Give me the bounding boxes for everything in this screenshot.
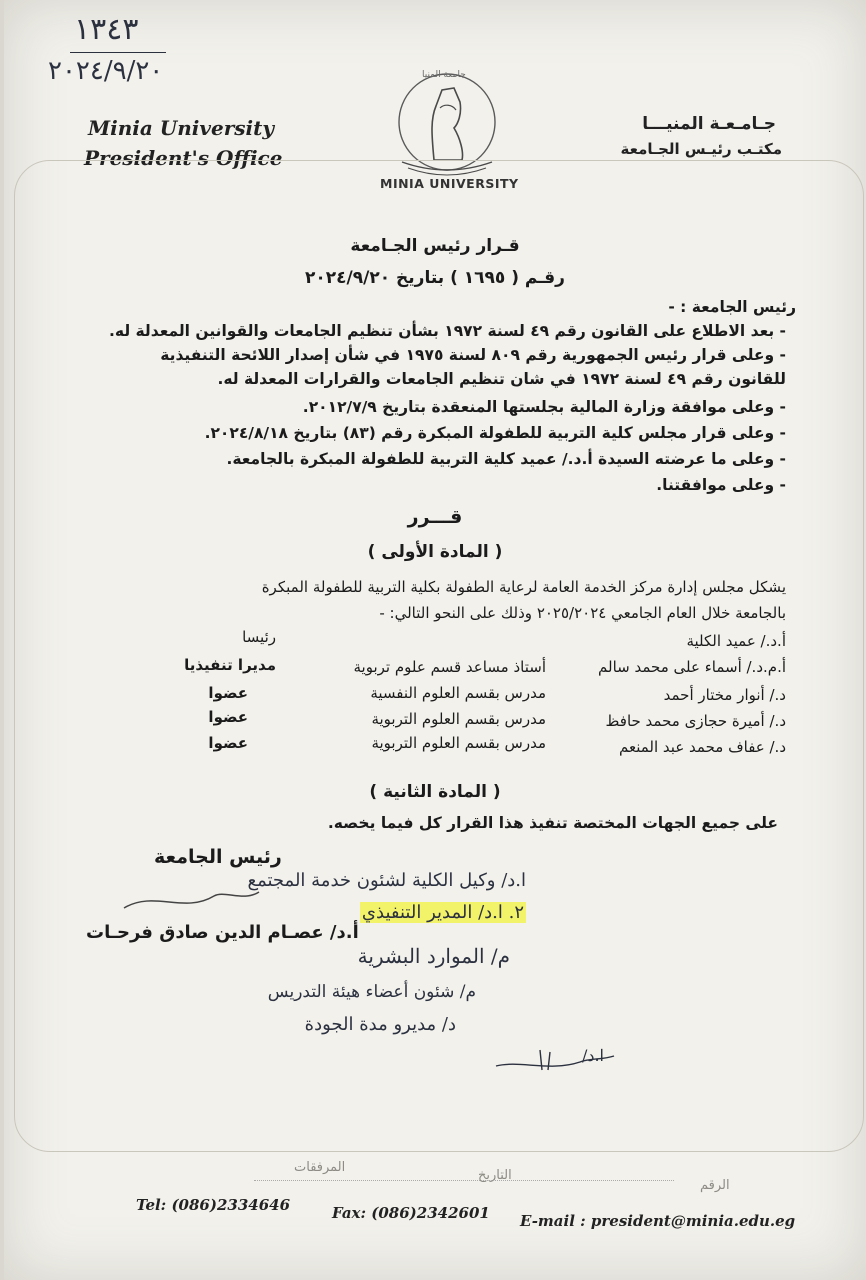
handwritten-note-5: د/ مديرو مدة الجودة [304, 1014, 456, 1035]
handwritten-note-2 [360, 902, 526, 923]
member-name: د./ عفاف محمد عبد المنعم [619, 738, 786, 756]
logo-arabic-text: جامعة المنيا [422, 70, 466, 80]
preamble-line-7: - وعلى موافقتنا. [656, 476, 786, 494]
member-name: د./ أنوار مختار أحمد [663, 686, 786, 704]
footer-dotted-line [254, 1180, 674, 1181]
member-role: عضوا [208, 684, 248, 702]
footer-attachments-label: المرفقات [294, 1160, 346, 1175]
handwritten-note-6: ا.د/ [581, 1046, 604, 1065]
handwritten-number: ١٣٤٣ [74, 12, 139, 47]
member-name: أ.م.د./ أسماء على محمد سالم [598, 658, 786, 676]
document-page [4, 0, 866, 1280]
handwritten-note-3: م/ الموارد البشرية [357, 944, 510, 968]
handwritten-date: ٢٠٢٤/٩/٢٠ [48, 56, 164, 86]
member-name: أ.د./ عميد الكلية [686, 632, 786, 650]
decides-heading: قـــرر [407, 506, 463, 528]
member-role: عضوا [208, 734, 248, 752]
member-position: مدرس بقسم العلوم التربوية [371, 710, 546, 728]
footer-date-label: التاريخ [478, 1168, 512, 1183]
logo-english-text: MINIA UNIVERSITY [380, 176, 519, 191]
decree-title: قـرار رئيس الجـامعة [350, 236, 520, 256]
handwritten-underline [70, 52, 166, 53]
article2-title: ( المادة الثانية ) [369, 782, 501, 802]
member-position: أستاذ مساعد قسم علوم تربوية [353, 658, 546, 676]
header-ar-university: جـامـعـة المنيـــا [642, 114, 776, 134]
article2-text: على جميع الجهات المختصة تنفيذ هذا القرار كل فيما يخصه. [327, 814, 778, 832]
article1-title: ( المادة الأولى ) [367, 542, 503, 562]
footer-tel: Tel: (086)2334646 [136, 1196, 291, 1214]
footer-ref-label: الرقم [700, 1178, 730, 1193]
decree-addressee: رئيس الجامعة : - [668, 298, 796, 316]
signature-title: رئيس الجامعة [154, 846, 282, 868]
header-en-university: Minia University [88, 116, 274, 140]
preamble-line-2: - وعلى قرار رئيس الجمهورية رقم ٨٠٩ لسنة ١٩٧٥ في شأن إصدار اللائحة التنفيذية [160, 346, 786, 364]
header-ar-office: مكتـب رئيـس الجـامعة [620, 140, 782, 158]
member-position: مدرس بقسم العلوم التربوية [371, 734, 546, 752]
highlighted-note: ٢. ا.د/ المدير التنفيذي [361, 902, 524, 923]
member-role: رئيسا [242, 628, 276, 646]
signature-name: أ.د/ عصـام الدين صادق فرحـات [86, 922, 359, 943]
handwritten-note-4: م/ شئون أعضاء هيئة التدريس [267, 982, 476, 1002]
member-role: مديرا تنفيذيا [184, 656, 276, 674]
signature-scribble-icon [114, 880, 264, 920]
preamble-line-6: - وعلى ما عرضته السيدة أ.د./ عميد كلية التربية للطفولة المبكرة بالجامعة. [226, 450, 786, 468]
handwritten-note-1: ا.د/ وكيل الكلية لشئون خدمة المجتمع [247, 870, 526, 891]
footer-email: E-mail : president@minia.edu.eg [520, 1212, 796, 1230]
decree-number: رقـم ( ١٦٩٥ ) بتاريخ ٢٠٢٤/٩/٢٠ [305, 268, 565, 288]
preamble-line-1: - بعد الاطلاع على القانون رقم ٤٩ لسنة ١٩٧٢ بشأن تنظيم الجامعات والقوانين المعدلة له. [109, 322, 786, 340]
preamble-line-4: - وعلى موافقة وزارة المالية بجلستها المنعقدة بتاريخ ٢٠١٢/٧/٩. [302, 398, 786, 416]
member-role: عضوا [208, 708, 248, 726]
header-en-office: President's Office [84, 146, 283, 170]
member-position: مدرس بقسم العلوم النفسية [370, 684, 546, 702]
preamble-line-3: للقانون رقم ٤٩ لسنة ١٩٧٢ في شان تنظيم الجامعات والقرارات المعدلة له. [217, 370, 786, 388]
footer-fax: Fax: (086)2342601 [332, 1204, 490, 1222]
preamble-line-5: - وعلى قرار مجلس كلية التربية للطفولة المبكرة رقم (٨٣) بتاريخ ٢٠٢٤/٨/١٨. [204, 424, 786, 442]
article1-text-1: يشكل مجلس إدارة مركز الخدمة العامة لرعاية الطفولة بكلية التربية للطفولة المبكرة [261, 578, 786, 596]
article1-text-2: بالجامعة خلال العام الجامعي ٢٠٢٥/٢٠٢٤ وذلك على النحو التالي: - [379, 604, 786, 622]
member-name: د./ أميرة حجازى محمد حافظ [605, 712, 786, 730]
